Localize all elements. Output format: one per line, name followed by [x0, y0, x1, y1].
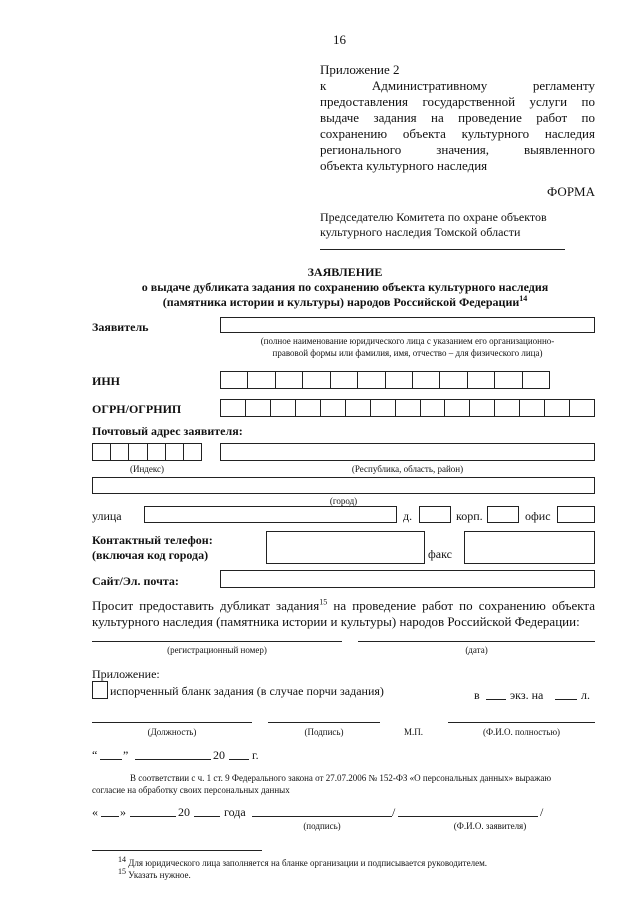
postal-index-cell[interactable]: [184, 444, 201, 460]
postal-city-input[interactable]: [92, 477, 595, 494]
ogrn-cell[interactable]: [246, 400, 271, 416]
statement-subtitle: о выдаче дубликата задания по сохранению объекта культурного наследия: [141, 280, 549, 294]
building-label: корп.: [456, 509, 483, 523]
postal-index-cell[interactable]: [111, 444, 129, 460]
footnote-number: 14: [118, 855, 126, 864]
ogrn-cell[interactable]: [371, 400, 396, 416]
site-label: Сайт/Эл. почта:: [92, 574, 179, 588]
month-line[interactable]: [135, 759, 211, 760]
consent-text-line: согласие на обработку своих персональных данных: [92, 785, 290, 795]
office-input[interactable]: [557, 506, 595, 523]
consent-open-quote: «: [92, 805, 98, 819]
attachment-label: Приложение:: [92, 667, 160, 681]
consent-close-quote: »: [120, 805, 126, 819]
phone-label-line: (включая код города): [92, 548, 209, 562]
inn-cell[interactable]: [495, 372, 522, 388]
ogrn-cell[interactable]: [421, 400, 446, 416]
consent-year-prefix: 20: [178, 805, 190, 819]
building-input[interactable]: [487, 506, 519, 523]
ogrn-cell[interactable]: [396, 400, 421, 416]
ogrn-cell[interactable]: [545, 400, 570, 416]
appendix-block: [320, 62, 595, 174]
consent-name-hint: (Ф.И.О. заявителя): [453, 821, 527, 831]
copies-label: экз. на: [510, 688, 544, 702]
date-hint: (дата): [465, 645, 488, 655]
postal-index-cell[interactable]: [129, 444, 147, 460]
phone-label-line: Контактный телефон:: [92, 533, 213, 547]
postal-label: Почтовый адрес заявителя:: [92, 424, 243, 438]
copies-count-line[interactable]: [486, 699, 506, 700]
inn-cell[interactable]: [358, 372, 385, 388]
postal-city-hint: (город): [329, 496, 358, 506]
consent-month-line[interactable]: [130, 816, 176, 817]
form-label: ФОРМА: [547, 184, 595, 199]
ogrn-cell[interactable]: [570, 400, 594, 416]
applicant-hint-line: правовой формы или фамилия, имя, отчество – для физического лица): [272, 348, 543, 358]
consent-day-line[interactable]: [101, 816, 119, 817]
ogrn-cell[interactable]: [346, 400, 371, 416]
ogrn-label: ОГРН/ОГРНИП: [92, 402, 182, 416]
ogrn-cell[interactable]: [470, 400, 495, 416]
inn-cell[interactable]: [468, 372, 495, 388]
postal-index-input[interactable]: [92, 443, 202, 461]
postal-region-hint: (Республика, область, район): [351, 464, 464, 474]
fax-input[interactable]: [464, 531, 595, 564]
office-label: офис: [525, 509, 551, 523]
reg-number-line[interactable]: [92, 641, 342, 642]
inn-cell[interactable]: [248, 372, 275, 388]
street-input[interactable]: [144, 506, 397, 523]
addressee-line: Председателю Комитета по охране объектов: [320, 210, 547, 224]
postal-index-cell[interactable]: [166, 444, 184, 460]
statement-heading: [90, 265, 600, 310]
inn-label: ИНН: [92, 374, 121, 388]
appendix-line: объекта культурного наследия: [320, 158, 488, 173]
street-label: улица: [92, 509, 122, 523]
consent-signature-line[interactable]: [252, 816, 392, 817]
appendix-line: предоставления государственной услуги по: [320, 94, 595, 109]
request-text-part: Просит предоставить дубликат задания: [92, 598, 320, 613]
sheets-label: л.: [581, 688, 590, 702]
ogrn-cell[interactable]: [271, 400, 296, 416]
postal-region-input[interactable]: [220, 443, 595, 461]
appendix-line: сохранению объекта культурного наследия: [320, 126, 595, 141]
consent-text-line: В соответствии с ч. 1 ст. 9 Федерального закона от 27.07.2006 № 152-ФЗ «О персональных данных» выражаю: [130, 773, 552, 783]
footnote-text: Указать нужное.: [126, 870, 191, 880]
inn-cell[interactable]: [440, 372, 467, 388]
applicant-label: Заявитель: [92, 320, 149, 334]
ogrn-cell[interactable]: [321, 400, 346, 416]
sheets-count-line[interactable]: [555, 699, 577, 700]
addressee-line: культурного наследия Томской области: [320, 225, 521, 239]
addressee-underline: [320, 249, 565, 250]
appendix-line: выдаче задания на проведение работ по: [320, 110, 595, 125]
appendix-line: к Административному регламенту: [320, 78, 595, 93]
appendix-line: регионального значения, выявленного: [320, 142, 595, 157]
consent-year-line[interactable]: [194, 816, 220, 817]
day-line[interactable]: [100, 759, 122, 760]
inn-cell[interactable]: [303, 372, 330, 388]
footnote-ref: 14: [519, 294, 528, 303]
attachment-item: испорченный бланк задания (в случае порчи задания): [110, 684, 384, 698]
footnote-number: 15: [118, 867, 126, 876]
inn-cell[interactable]: [221, 372, 248, 388]
postal-index-cell[interactable]: [148, 444, 166, 460]
ogrn-cell[interactable]: [445, 400, 470, 416]
postal-index-cell[interactable]: [93, 444, 111, 460]
inn-cell[interactable]: [331, 372, 358, 388]
request-text: [92, 598, 595, 630]
full-name-hint: (Ф.И.О. полностью): [482, 727, 561, 737]
footnote-ref: 15: [319, 597, 328, 607]
footnotes: [118, 857, 598, 881]
signature-line[interactable]: [268, 722, 380, 723]
year-suffix: г.: [252, 748, 259, 762]
spoiled-form-checkbox[interactable]: [92, 681, 108, 699]
date-line[interactable]: [358, 641, 595, 642]
consent-signature-hint: (подпись): [303, 821, 341, 831]
ogrn-input[interactable]: [220, 399, 595, 417]
applicant-input[interactable]: [220, 317, 595, 333]
applicant-hint-line: (полное наименование юридического лица с указанием его организационно-: [260, 336, 555, 346]
statement-title: ЗАЯВЛЕНИЕ: [307, 265, 383, 279]
copies-in-label: в: [474, 688, 480, 702]
signature-hint: (Подпись): [304, 727, 344, 737]
ogrn-cell[interactable]: [520, 400, 545, 416]
ogrn-cell[interactable]: [221, 400, 246, 416]
consent-text: [92, 772, 595, 796]
position-line[interactable]: [92, 722, 252, 723]
house-input[interactable]: [419, 506, 451, 523]
ogrn-cell[interactable]: [495, 400, 520, 416]
inn-cell[interactable]: [413, 372, 440, 388]
inn-cell[interactable]: [523, 372, 549, 388]
position-hint: (Должность): [147, 727, 197, 737]
year-prefix: 20: [213, 748, 225, 762]
fax-label: факс: [428, 547, 452, 561]
ogrn-cell[interactable]: [296, 400, 321, 416]
site-input[interactable]: [220, 570, 595, 588]
inn-cell[interactable]: [386, 372, 413, 388]
inn-input[interactable]: [220, 371, 550, 389]
consent-slash: /: [540, 805, 544, 819]
phone-input[interactable]: [266, 531, 425, 564]
house-label: д.: [403, 509, 413, 523]
full-name-line[interactable]: [448, 722, 595, 723]
date-open-quote: “: [92, 748, 98, 762]
stamp-label: М.П.: [404, 727, 424, 737]
addressee: [320, 210, 600, 240]
request-text-part: на проведение работ по сохранению объекта: [327, 598, 596, 613]
request-text-line: культурного наследия (памятника истории и культуры) народов Российской Федерации:: [92, 614, 580, 629]
reg-number-hint: (регистрационный номер): [167, 645, 267, 655]
consent-year-suffix: года: [224, 805, 246, 819]
year-line[interactable]: [229, 759, 249, 760]
statement-subtitle: (памятника истории и культуры) народов Российской Федерации: [162, 295, 520, 309]
phone-label: [92, 533, 213, 563]
footnote-separator: [92, 850, 262, 851]
date-close-quote: ”: [123, 748, 129, 762]
page-number: 16: [333, 32, 346, 47]
postal-index-hint: (Индекс): [129, 464, 165, 474]
applicant-hint: [220, 335, 595, 359]
consent-slash: /: [392, 805, 396, 819]
consent-name-line[interactable]: [398, 816, 538, 817]
inn-cell[interactable]: [276, 372, 303, 388]
footnote-text: Для юридического лица заполняется на бланке организации и подписывается руководителем.: [126, 858, 488, 868]
appendix-title: Приложение 2: [320, 62, 400, 77]
